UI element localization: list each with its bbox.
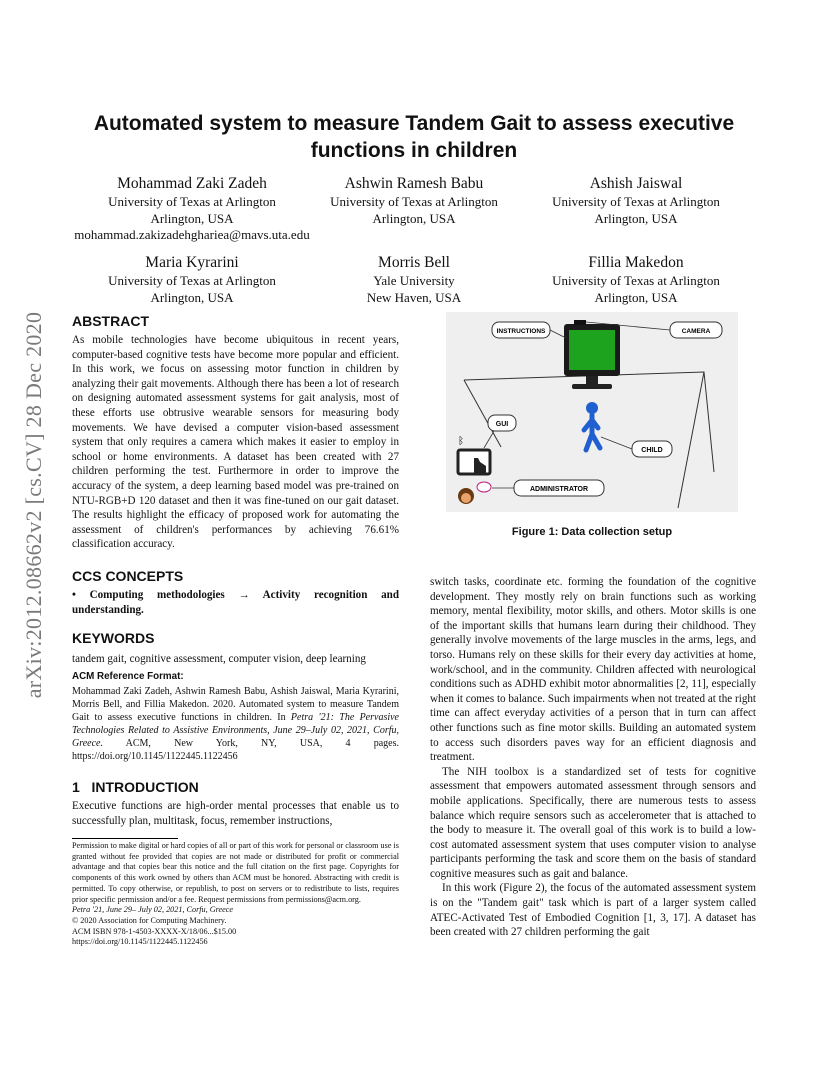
gui-label: GUI (495, 421, 509, 428)
ccs-heading: CCS CONCEPTS (72, 568, 184, 584)
child-label: CHILD (641, 447, 663, 454)
acm-ref-main: Mohammad Zaki Zadeh, Ashwin Ramesh Babu, Ashish Jaiswal, Maria Kyrarini, Morris Bell, and Fillia Makedon. 2020. Automated system to measure Tandem Gait to assess executive functions in children. In (72, 686, 399, 723)
author-location: Arlington, USA (150, 289, 234, 305)
author-name: Ashish Jaiswal (589, 175, 683, 192)
author-location: Arlington, USA (372, 210, 456, 226)
author-block (536, 253, 736, 306)
abstract-text: As mobile technologies have become ubiquitous in recent years, computer-based cognitive tests have become more popular and efficient. In this work, we focus on assessing motor function in children by analyzing their gait movements. Although there has been a lot of research on designing automated assessment systems for gait analysis, most of these efforts use obtrusive wearable sensors for measuring body movements. We have devised a computer vision-based assessment system that only requires a camera which makes it easier to employ in school or home environments. A dataset has been created with 27 children performing the test. Furthermore in order to improve the accuracy of the system, a deep learning based model was pre-trained on NTU-RGB+D 120 dataset and then it was fine-tuned on our gait dataset. The results highlight the efficacy of proposed work for automating the assessment of children's performances by achieving 76.61% classification accuracy. (72, 334, 399, 551)
author-block (314, 253, 514, 306)
keywords-text: tandem gait, cognitive assessment, computer vision, deep learning (72, 653, 366, 665)
author-location: Arlington, USA (150, 210, 234, 226)
author-location: Arlington, USA (594, 289, 678, 305)
author-name: Fillia Makedon (588, 254, 684, 271)
arxiv-id: arXiv:2012.08662v2 [cs.CV] 28 Dec 2020 (21, 311, 46, 699)
author-location: Arlington, USA (594, 210, 678, 226)
bluetooth-icon: ᛒ (458, 436, 464, 447)
camera-label: CAMERA (681, 328, 711, 335)
child-body (584, 415, 600, 450)
footnote-doi: https://doi.org/10.1145/1122445.1122456 (72, 937, 208, 947)
intro-number: 1 (72, 779, 80, 795)
author-location: New Haven, USA (366, 289, 462, 305)
intro-text: Executive functions are high-order mental processes that enable us to successfully plan, multitask, focus, remember instructions, (72, 800, 399, 827)
acm-ref-venue: Petra '21: The Pervasive Technologies Related to Assistive Environments, June 29–July 02, 2021, Corfu, Greece. (72, 712, 399, 749)
author-block (92, 253, 292, 306)
permission-notice: Permission to make digital or hard copies of all or part of this work for personal or classroom use is granted without fee provided that copies are not made or distributed for profit or commercial advantage and that copies bear this notice and the full citation on the first page. Copyrights for components of this work owned by others than ACM must be honored. Abstracting with credit is permitted. To copy otherwise, or republish, to post on servers or to redistribute to lists, requires prior specific permission and/or a fee. Request permissions from permissions@acm.org. (72, 841, 399, 904)
monitor-stand (586, 376, 598, 384)
acm-ref-tail: ACM, New York, NY, USA, 4 pages. https://doi.org/10.1145/1122445.1122456 (72, 738, 399, 762)
monitor-base (572, 384, 612, 389)
author-block (536, 174, 736, 227)
footnote-venue: Petra '21, June 29– July 02, 2021, Corfu, Greece (72, 905, 234, 915)
intro-paragraph: switch tasks, coordinate etc. forming the foundation of the cognitive development. They mostly rely on brain functions such as working memory, mental flexibility, motor skills, and others. Motor skills is one of the important skills that humans learn during their childhood. They generally involve movements of the large muscles in the arms, legs, and torso. Humans rely on these skills for their every day activities at home, work/school, and in the community. Children affected with neurological conditions such as ADHD exhibit motor abnormalities [2, 11], especially when it comes to balance. Such impairments when not treated at the right time can affect everyday activities of a person that in turn can affect other functions such as fine motor skills. Building an automated system to access such disorders paves way for an efficient diagnosis and treatment. (430, 576, 756, 764)
administrator-label: ADMINISTRATOR (529, 486, 589, 493)
acm-ref-heading: ACM Reference Format: (72, 671, 184, 682)
author-affiliation: Yale University (373, 273, 455, 288)
footnote (72, 841, 399, 948)
abstract-heading: ABSTRACT (72, 313, 149, 329)
child-icon (586, 402, 598, 414)
floor-line (464, 380, 501, 447)
acm-ref-text (72, 685, 399, 763)
right-column (430, 575, 756, 940)
author-name: Maria Kyrarini (145, 254, 239, 271)
paper-title: Automated system to measure Tandem Gait to assess executive functions in children (93, 112, 735, 162)
keywords-heading: KEYWORDS (72, 630, 155, 646)
author-affiliation: University of Texas at Arlington (108, 194, 276, 209)
figure-data-collection (446, 312, 738, 512)
author-name: Ashwin Ramesh Babu (344, 175, 484, 192)
author-affiliation: University of Texas at Arlington (108, 273, 276, 288)
author-affiliation: University of Texas at Arlington (552, 273, 720, 288)
author-email: mohammad.zakizadehghariea@mavs.uta.edu (74, 227, 310, 242)
author-affiliation: University of Texas at Arlington (330, 194, 498, 209)
intro-title: INTRODUCTION (91, 779, 199, 795)
footnote-isbn: ACM ISBN 978-1-4503-XXXX-X/18/06...$15.00 (72, 926, 237, 936)
author-block (72, 174, 312, 244)
floor-line (678, 372, 704, 508)
figure-caption: Figure 1: Data collection setup (511, 526, 673, 538)
footnote-rule (72, 838, 178, 839)
monitor-screen (569, 330, 615, 370)
camera-icon (574, 320, 586, 325)
author-name: Morris Bell (378, 254, 450, 271)
ccs-text: • Computing methodologies → Activity recognition and understanding. (72, 589, 399, 616)
intro-paragraph: In this work (Figure 2), the focus of the automated assessment system is on the "Tandem gait" task which is part of a larger system called ATEC-Activated Test of Embodied Cognition [1, 3, 17]. A dataset has been created with 27 children performing the gait (430, 882, 756, 939)
setup-illustration (446, 312, 738, 512)
speech-bubble-icon (477, 482, 491, 492)
author-affiliation: University of Texas at Arlington (552, 194, 720, 209)
footnote-copyright: © 2020 Association for Computing Machinery. (72, 915, 227, 925)
intro-paragraph: The NIH toolbox is a standardized set of tests for cognitive assessment that empowers automated assessment through sensors and mobile applications. Specifically, there are numerous tests to assess balance which require sensors such as accelerometer that is attached to the body to measure it. The overall goal of this work is to build a low-cost automated assessment system that uses computer vision to analyse participants performing the task and score them on the basis of standard cognitive measures such as gait and balance. (430, 765, 756, 880)
author-block (314, 174, 514, 227)
instructions-label: INSTRUCTIONS (496, 328, 546, 335)
intro-heading (72, 779, 199, 795)
arxiv-stamp (14, 270, 54, 740)
author-name: Mohammad Zaki Zadeh (117, 175, 267, 192)
